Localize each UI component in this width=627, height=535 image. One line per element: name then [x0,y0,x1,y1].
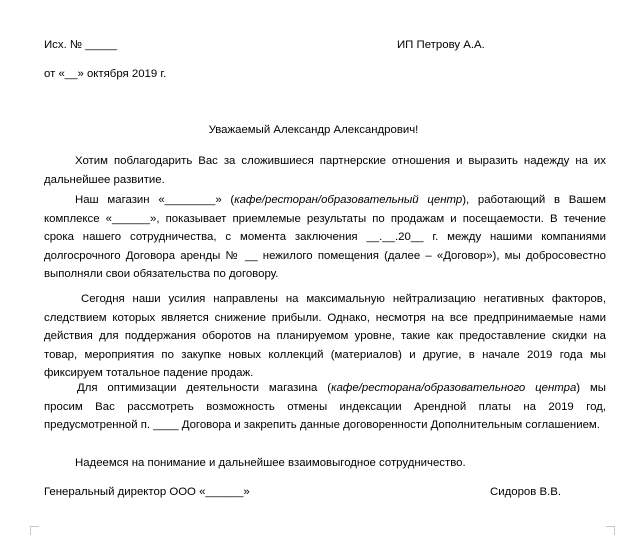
paragraph-gratitude-text: Хотим поблагодарить Вас за сложившиеся партнерские отношения и выразить надежду на их дальнейшее развитие. [44,155,606,186]
paragraph-efforts [44,290,606,383]
paragraph-request-italic: кафе/ресторана/образовательного центра [331,382,577,394]
paragraph-request [44,379,606,435]
paragraph-store-results-part2: ), работающий в Вашем комплексе «______», показывает приемлемые результаты по продажам и посещаемости. В течение срока нашего сотрудничества, с момента заключения __.__.20__ г. между нашими компаниями долгосрочного Договора аренды № __ нежилого помещения (далее – «Договор»), мы добросовестно выполняли свои обязательства по договору. [44,194,606,281]
paragraph-closing: Надеемся на понимание и дальнейшее взаимовыгодное сотрудничество. [75,457,466,469]
paragraph-gratitude [44,152,606,189]
reference-number: Исх. № _____ [44,39,117,51]
recipient-name: ИП Петрову А.А. [397,39,485,51]
letter-date: от «__» октября 2019 г. [44,68,167,80]
paragraph-store-results-part1: Наш магазин «________» ( [75,194,235,206]
paragraph-request-part2: ) мы просим Вас рассмотреть возможность отмены индексации Арендной платы на 2019 год, предусмотренной п. ____ Договора и закрепить данные договоренности Дополнительным соглашением. [44,382,606,432]
paragraph-store-results-italic: кафе/ресторан/образовательный центр [234,194,463,206]
paragraph-efforts-text: Сегодня наши усилия направлены на максимальную нейтрализацию негативных факторов, следствием которых является снижение прибыли. Однако, несмотря на все предпринимаемые нами действия для поддержания оборотов на планируемом уровне, такие как предоставление скидки на товар, мероприятия по закупке новых коллекций (материалов) и другие, в начале 2019 года мы фиксируем тотальное падение продаж. [44,293,606,380]
page-corner-mark-left [30,526,39,535]
signatory-name: Сидоров В.В. [490,486,561,498]
paragraph-request-part1: Для оптимизации деятельности магазина ( [77,382,332,394]
signatory-position: Генеральный директор ООО «______» [44,486,250,498]
paragraph-store-results [44,191,606,284]
page-corner-mark-right [606,526,615,535]
salutation: Уважаемый Александр Александрович! [208,124,419,136]
